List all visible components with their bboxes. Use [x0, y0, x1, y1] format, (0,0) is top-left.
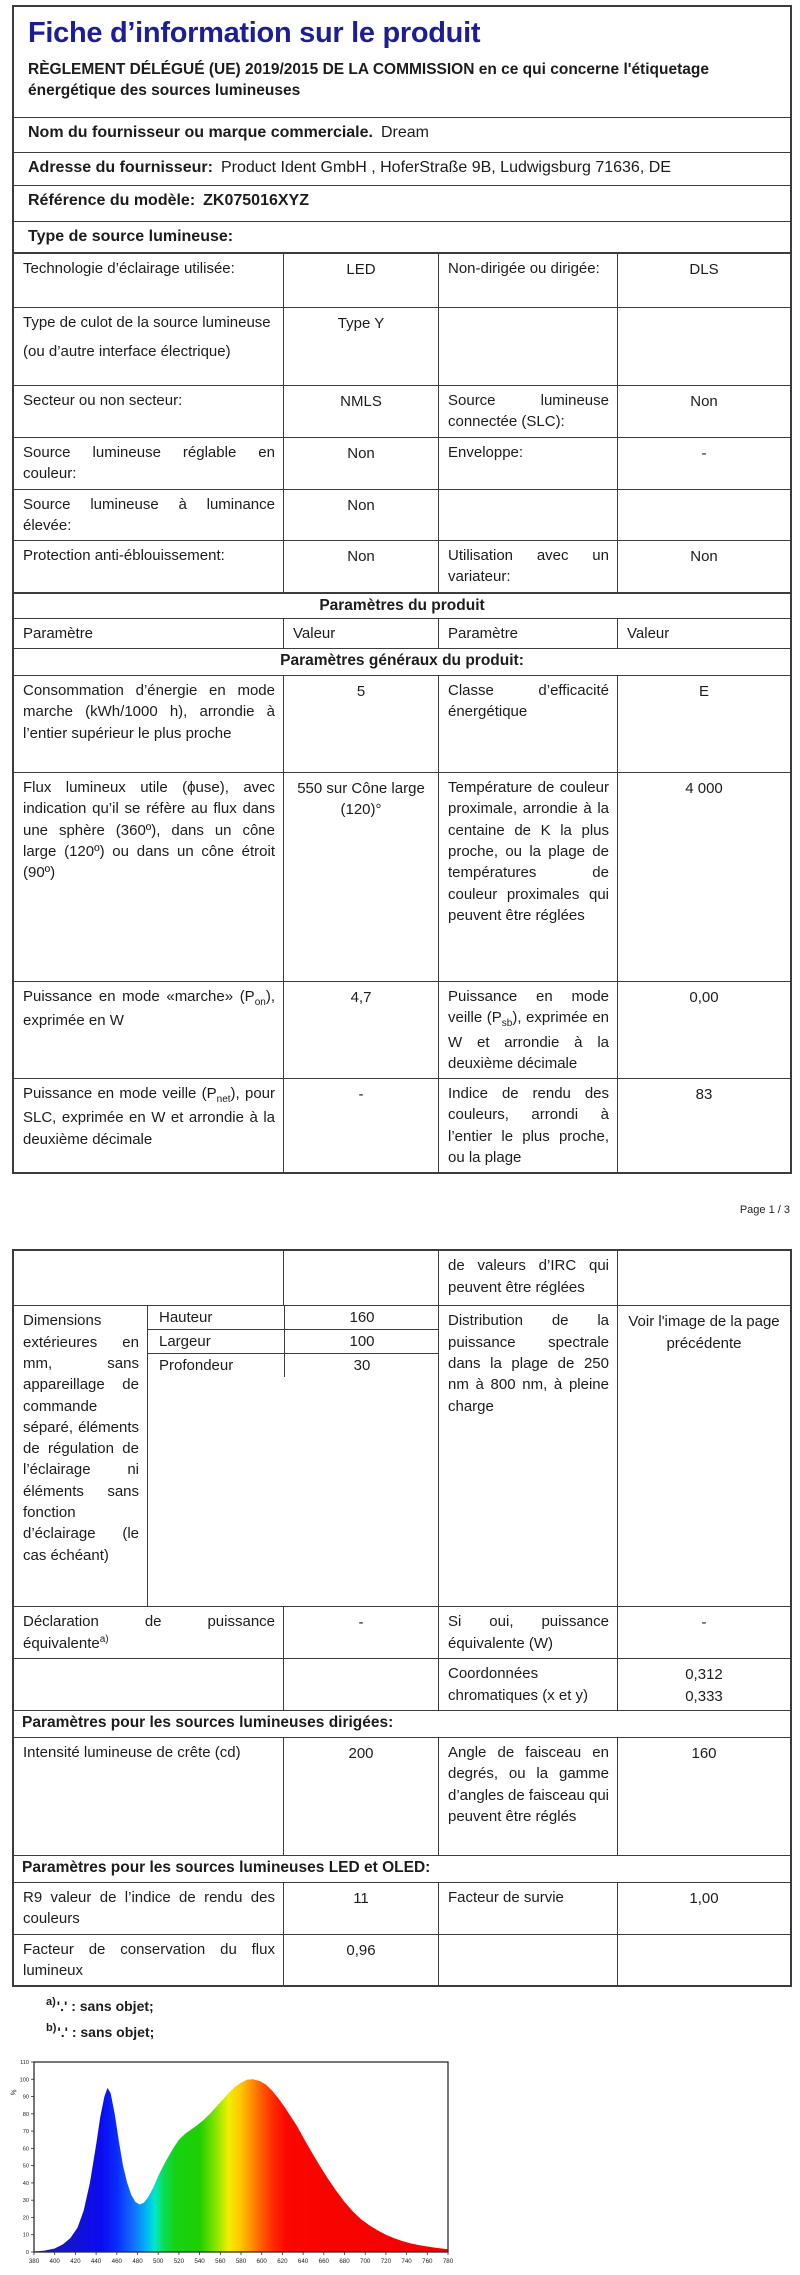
page2-table [12, 1249, 792, 1987]
param-value: 1,00 [617, 1883, 790, 1934]
table-row [14, 772, 790, 981]
column-header: Paramètre [23, 624, 94, 642]
table-row [14, 1934, 790, 1986]
param-label: Température de couleur proximale, arrondie à la centaine de K la plus proche, ou la plage de températures de couleur proximales qui peuvent être réglées [438, 773, 617, 981]
empty-cell [617, 1251, 790, 1305]
param-label: Secteur ou non secteur: [23, 392, 183, 409]
dimension-value: 100 [284, 1330, 439, 1353]
supplier-name-row [14, 117, 790, 152]
param-label: Enveloppe: [438, 438, 617, 489]
param-value: - [617, 1607, 790, 1658]
param-value: 550 sur Cône large (120)° [283, 773, 438, 981]
coord-y-value: 0,333 [685, 1687, 723, 1705]
param-label: Indice de rendu des couleurs, arrondi à l’entier le plus proche, ou la plage [438, 1079, 617, 1172]
param-label-line: Type de culot de la source lumineuse [23, 314, 271, 331]
param-value: 11 [283, 1883, 438, 1934]
param-value: Non [617, 541, 790, 592]
param-label: Classe d’efficacité énergétique [438, 676, 617, 772]
param-label: R9 valeur de l’indice de rendu des couleurs [23, 1888, 275, 1928]
spectral-chart-svg [10, 2056, 458, 2270]
column-header: Valeur [283, 619, 438, 648]
svg-text:0: 0 [25, 2249, 29, 2256]
svg-text:700: 700 [360, 2257, 371, 2265]
svg-text:100: 100 [19, 2077, 29, 2084]
table-row [14, 1737, 790, 1855]
supplier-address-label: Adresse du fournisseur: [28, 159, 213, 176]
dimension-name: Profondeur [159, 1357, 234, 1375]
page-title: Fiche d’information sur le produit [28, 17, 481, 49]
source-type-row [14, 221, 790, 252]
supplier-address-row [14, 152, 790, 185]
param-value: 4,7 [283, 982, 438, 1078]
param-label [14, 308, 283, 385]
svg-text:400: 400 [49, 2257, 60, 2265]
param-label: Puissance en mode «marche» $(P_{on})$, exprimée en W [23, 988, 275, 1030]
param-label: Si oui, puissance équivalente (W) [438, 1607, 617, 1658]
dimensions-label: Dimensions extérieures en mm, sans appareillage de commande séparé, éléments de régulation de l’éclairage ni éléments sans fonction d’éclairage (le cas échéant) [23, 1312, 139, 1564]
section-header-led-oled: Paramètres pour les sources lumineuses LED et OLED: [14, 1855, 790, 1882]
dimension-subrow [148, 1330, 438, 1354]
svg-text:380: 380 [28, 2257, 40, 2265]
svg-text:720: 720 [380, 2257, 392, 2265]
dimension-subrow [148, 1354, 438, 1377]
svg-text:620: 620 [277, 2257, 288, 2265]
dimensions-row [14, 1305, 790, 1606]
param-value [617, 1659, 790, 1710]
svg-text:10: 10 [22, 2232, 29, 2239]
param-value: Non [283, 490, 438, 541]
param-value: NMLS [283, 386, 438, 437]
svg-text:780: 780 [442, 2257, 454, 2265]
supplier-address-value: Product Ident GmbH , HoferStraße 9B, Ludwigsburg 71636, DE [220, 159, 671, 176]
param-label: Technologie d’éclairage utilisée: [23, 260, 235, 277]
svg-text:%: % [10, 2088, 19, 2097]
svg-text:680: 680 [339, 2257, 350, 2265]
footnote-marker: a) [46, 1996, 56, 2009]
svg-text:540: 540 [194, 2257, 205, 2265]
table-row [14, 1251, 790, 1305]
page-indicator: Page 1 / 3 [739, 1204, 790, 1217]
param-label: Facteur de conservation du flux lumineux [23, 1940, 275, 1979]
param-value: Voir l'image de la page précédente [617, 1306, 790, 1606]
svg-text:70: 70 [22, 2128, 29, 2135]
svg-text:460: 460 [111, 2257, 122, 2265]
param-label: Utilisation avec un variateur: [438, 541, 617, 592]
table-row [14, 981, 790, 1078]
param-value: Non [283, 541, 438, 592]
table-row [14, 675, 790, 772]
empty-cell [14, 1659, 283, 1710]
table-row [14, 489, 790, 541]
table-row [14, 540, 790, 592]
param-label [438, 308, 617, 385]
svg-text:80: 80 [22, 2111, 29, 2118]
model-reference-row [14, 185, 790, 221]
param-value: 83 [617, 1079, 790, 1172]
param-label: Coordonnées chromatiques (x et y) [438, 1659, 617, 1710]
svg-text:580: 580 [235, 2257, 247, 2265]
param-value: 200 [283, 1738, 438, 1855]
param-label: Intensité lumineuse de crête (cd) [23, 1743, 241, 1761]
param-value: DLS [617, 254, 790, 307]
footnote-text: '.' : sans objet; [56, 1997, 154, 2014]
regulation-text: RÈGLEMENT DÉLÉGUÉ (UE) 2019/2015 DE LA COMMISSION en ce qui concerne l'étiquetage énergétique des sources lumineuses [28, 61, 709, 99]
param-value: Non [617, 386, 790, 437]
svg-text:600: 600 [256, 2257, 267, 2265]
param-label: Source lumineuse réglable en couleur: [23, 443, 275, 482]
param-value: Non [283, 438, 438, 489]
footnote-text: '.' : sans objet; [57, 2023, 155, 2040]
param-label [438, 490, 617, 541]
param-value: Type Y [283, 308, 438, 385]
param-label: Puissance en mode veille $(P_{net})$, pour SLC, exprimée en W et arrondie à la deuxième décimale [23, 1085, 275, 1148]
product-fiche [12, 5, 792, 2275]
param-label-continuation: de valeurs d’IRC qui peuvent être réglées [438, 1251, 617, 1305]
supplier-name-label: Nom du fournisseur ou marque commerciale. [28, 124, 373, 141]
param-value: - [617, 438, 790, 489]
table-row [14, 1882, 790, 1934]
dimension-name: Largeur [159, 1333, 211, 1351]
svg-text:110: 110 [20, 2059, 29, 2066]
svg-text:480: 480 [132, 2257, 143, 2265]
svg-text:40: 40 [22, 2180, 29, 2187]
empty-cell [14, 1251, 283, 1305]
footnote-marker: b) [46, 2021, 57, 2034]
footnote-a [46, 1996, 792, 2015]
param-label: Flux lumineux utile (ϕuse), avec indication qu’il se réfère au flux dans une sphère (360º), dans un cône large (120º) ou dans un cône étroit (90º) [23, 779, 275, 882]
param-label: Distribution de la puissance spectrale dans la plage de 250 nm à 800 nm, à pleine charge [438, 1306, 617, 1606]
param-value: 4 000 [617, 773, 790, 981]
supplier-name-value: Dream [380, 124, 429, 141]
param-value: 5 [283, 676, 438, 772]
column-header: Paramètre [438, 619, 617, 648]
footnotes [46, 1996, 792, 2041]
param-label-line: (ou d’autre interface électrique) [23, 343, 231, 361]
empty-cell [283, 1251, 438, 1305]
section-header-directed: Paramètres pour les sources lumineuses dirigées: [14, 1710, 790, 1737]
table-row [14, 385, 790, 437]
title-block [14, 7, 790, 117]
param-label: Puissance en mode veille $(P_{sb})$, exprimée en W et arrondie à la deuxième décimale [438, 982, 617, 1078]
dimension-name: Hauteur [159, 1309, 213, 1327]
param-value: E [617, 676, 790, 772]
param-value [617, 490, 790, 541]
table-row [14, 1606, 790, 1658]
param-label: Consommation d’énergie en mode marche (kWh/1000 h), arrondie à l’entier supérieur le plus proche [23, 682, 275, 742]
param-value: 0,96 [283, 1935, 438, 1986]
footnote-b [46, 2022, 792, 2041]
param-value: LED [283, 254, 438, 307]
coord-x-value: 0,312 [685, 1666, 723, 1684]
dimension-subrow [148, 1306, 438, 1330]
table-row [14, 307, 790, 385]
svg-text:520: 520 [173, 2257, 185, 2265]
svg-text:30: 30 [22, 2197, 29, 2204]
param-value [617, 308, 790, 385]
column-header-row [14, 618, 790, 648]
section-header-product-params: Paramètres du produit [14, 592, 790, 618]
param-label: Non-dirigée ou dirigée: [438, 254, 617, 307]
svg-text:420: 420 [70, 2257, 81, 2265]
svg-text:500: 500 [153, 2257, 164, 2265]
svg-text:740: 740 [401, 2257, 412, 2265]
spectral-distribution-chart [10, 2056, 792, 2275]
svg-text:440: 440 [90, 2257, 102, 2265]
param-label: Source lumineuse connectée (SLC): [438, 386, 617, 437]
model-reference-value: ZK075016XYZ [203, 192, 309, 209]
table-row [14, 252, 790, 307]
param-label: Facteur de survie [438, 1883, 617, 1934]
svg-text:50: 50 [22, 2163, 29, 2170]
table-row [14, 437, 790, 489]
svg-text:90: 90 [22, 2094, 29, 2101]
section-header-general-params: Paramètres généraux du produit: [14, 648, 790, 675]
svg-text:760: 760 [422, 2257, 433, 2265]
source-type-label: Type de source lumineuse: [28, 228, 234, 245]
svg-text:60: 60 [22, 2146, 29, 2153]
param-label: Déclaration de puissance équivalente$^{a)}$ [23, 1613, 275, 1652]
page1-table [12, 5, 792, 1174]
svg-text:20: 20 [22, 2215, 29, 2222]
svg-text:660: 660 [318, 2257, 329, 2265]
param-label: Source lumineuse à luminance élevée: [23, 495, 275, 534]
svg-text:560: 560 [215, 2257, 226, 2265]
param-value: - [283, 1079, 438, 1172]
dimension-value: 160 [284, 1306, 439, 1329]
param-value: - [283, 1607, 438, 1658]
param-value: 0,00 [617, 982, 790, 1078]
dimension-value: 30 [284, 1354, 439, 1377]
empty-cell [617, 1935, 790, 1986]
empty-cell [438, 1935, 617, 1986]
table-row [14, 1658, 790, 1710]
dimensions-subtable [147, 1306, 438, 1606]
svg-text:640: 640 [297, 2257, 309, 2265]
param-label: Protection anti-éblouissement: [23, 547, 225, 565]
table-row [14, 1078, 790, 1172]
param-value: 160 [617, 1738, 790, 1855]
column-header: Valeur [617, 619, 790, 648]
model-reference-label: Référence du modèle: [28, 192, 196, 209]
param-label: Angle de faisceau en degrés, ou la gamme d’angles de faisceau qui peuvent être réglés [438, 1738, 617, 1855]
empty-cell [283, 1659, 438, 1710]
